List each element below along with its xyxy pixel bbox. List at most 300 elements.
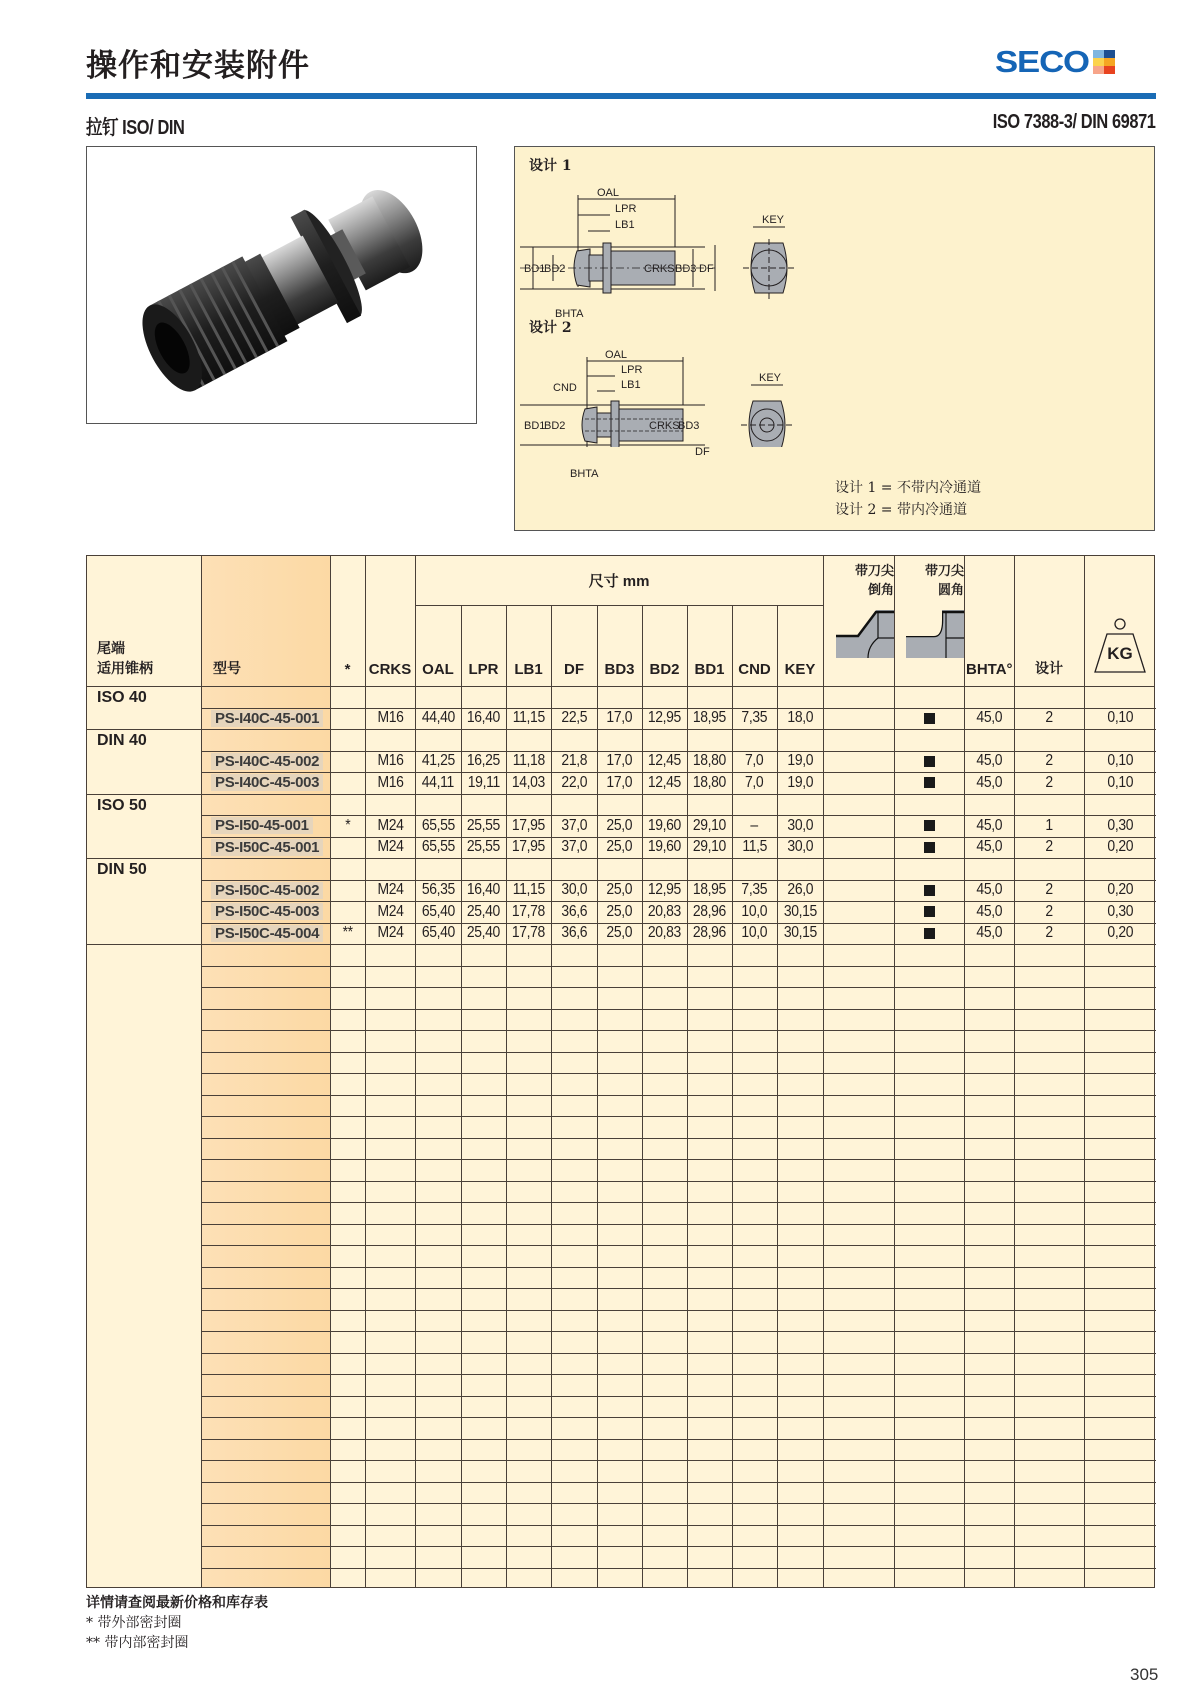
value-df: 22,5 bbox=[561, 709, 587, 727]
taper-group-label: DIN 50 bbox=[97, 861, 147, 878]
value-lb1: 11,15 bbox=[512, 709, 545, 727]
tip-radius-icon bbox=[906, 608, 964, 660]
empty-row-divider bbox=[201, 1353, 1156, 1354]
cell-design bbox=[1014, 880, 1084, 902]
cell-lb1 bbox=[506, 923, 551, 945]
svg-text:KEY: KEY bbox=[762, 214, 785, 226]
cell-kg bbox=[1084, 837, 1156, 859]
value-lpr: 16,40 bbox=[466, 881, 501, 899]
model-code[interactable]: PS-I50C-45-003 bbox=[211, 903, 323, 920]
cell-key bbox=[777, 751, 823, 773]
header-tip-radius-line2: 圆角 bbox=[937, 583, 964, 598]
empty-row-divider bbox=[201, 1439, 1156, 1440]
cell-bd3 bbox=[597, 901, 642, 923]
cell-bd1 bbox=[687, 708, 732, 730]
cell-key bbox=[777, 880, 823, 902]
cell-bd2 bbox=[642, 880, 687, 902]
header-bd1: BD1 bbox=[694, 661, 725, 678]
value-lb1: 11,18 bbox=[512, 752, 545, 770]
radius-available-marker-icon bbox=[924, 906, 935, 917]
svg-text:LB1: LB1 bbox=[621, 379, 641, 391]
taper-group-label: ISO 40 bbox=[97, 689, 147, 706]
value-bd1: 28,96 bbox=[692, 924, 727, 942]
cell-design bbox=[1014, 837, 1084, 859]
value-lpr: 25,55 bbox=[466, 816, 501, 834]
empty-row-divider bbox=[201, 1288, 1156, 1289]
cell-lpr bbox=[461, 880, 506, 902]
design-legend-2: 设计 2 = 带内冷通道 bbox=[835, 502, 967, 518]
header-cnd: CND bbox=[738, 661, 771, 678]
empty-row-divider bbox=[201, 1202, 1156, 1203]
taper-group-label: DIN 40 bbox=[97, 732, 147, 749]
cell-df bbox=[551, 815, 597, 837]
svg-text:BD1: BD1 bbox=[524, 420, 546, 432]
header-crks: CRKS bbox=[368, 661, 412, 678]
svg-text:OAL: OAL bbox=[605, 349, 628, 361]
footnote-internal-seal: ** 带内部密封圈 bbox=[86, 1635, 189, 1651]
value-crks: M24 bbox=[376, 881, 404, 899]
value-lb1: 17,78 bbox=[511, 902, 546, 920]
svg-text:DF: DF bbox=[695, 447, 710, 458]
svg-text:OAL: OAL bbox=[597, 187, 620, 199]
model-code[interactable]: PS-I40C-45-003 bbox=[211, 774, 323, 791]
value-crks: M24 bbox=[376, 838, 404, 856]
cell-lb1 bbox=[506, 837, 551, 859]
cell-lpr bbox=[461, 708, 506, 730]
value-lb1: 11,15 bbox=[512, 881, 545, 899]
cell-design bbox=[1014, 901, 1084, 923]
cell-lb1 bbox=[506, 772, 551, 794]
value-bhta: 45,0 bbox=[976, 838, 1002, 856]
value-lb1: 17,78 bbox=[511, 924, 546, 942]
svg-text:CRKS: CRKS bbox=[644, 263, 675, 275]
empty-row-divider bbox=[201, 1095, 1156, 1096]
cell-chamfer bbox=[823, 708, 894, 730]
value-key: 26,0 bbox=[787, 881, 813, 899]
value-bd2: 12,95 bbox=[647, 881, 682, 899]
header-model: 型号 bbox=[213, 661, 241, 677]
value-key: 30,0 bbox=[787, 816, 813, 834]
cell-crks bbox=[365, 901, 415, 923]
value-oal: 65,40 bbox=[421, 924, 455, 942]
value-bhta: 45,0 bbox=[976, 881, 1002, 899]
cell-design bbox=[1014, 815, 1084, 837]
cell-radius bbox=[894, 837, 964, 859]
design-1-title: 设计 1 bbox=[529, 158, 572, 174]
design-2-title: 设计 2 bbox=[529, 320, 572, 336]
cell-bhta bbox=[964, 815, 1014, 837]
header-df: DF bbox=[564, 661, 584, 678]
empty-row-divider bbox=[201, 1503, 1156, 1504]
cell-chamfer bbox=[823, 815, 894, 837]
cell-crks bbox=[365, 708, 415, 730]
model-code[interactable]: PS-I40C-45-002 bbox=[211, 753, 323, 770]
cell-crks bbox=[365, 880, 415, 902]
cell-lpr bbox=[461, 923, 506, 945]
empty-row-divider bbox=[201, 1138, 1156, 1139]
value-cnd: 7,35 bbox=[741, 881, 768, 899]
cell-kg bbox=[1084, 751, 1156, 773]
cell-bd3 bbox=[597, 772, 642, 794]
empty-row-divider bbox=[201, 1245, 1156, 1246]
cell-cnd bbox=[732, 751, 777, 773]
cell-radius bbox=[894, 815, 964, 837]
empty-row-divider bbox=[201, 1417, 1156, 1418]
value-bhta: 45,0 bbox=[976, 924, 1002, 942]
header-tip-radius bbox=[894, 556, 964, 686]
svg-text:CRKS: CRKS bbox=[649, 420, 680, 432]
svg-text:KEY: KEY bbox=[759, 372, 782, 384]
empty-row-divider bbox=[201, 1374, 1156, 1375]
dimension-diagram bbox=[514, 146, 1155, 531]
empty-row-divider bbox=[201, 1568, 1156, 1569]
cell-oal bbox=[415, 772, 461, 794]
value-key: 30,15 bbox=[783, 924, 817, 942]
value-design: 2 bbox=[1045, 709, 1053, 727]
value-bd1: 18,95 bbox=[692, 709, 727, 727]
cell-lpr bbox=[461, 751, 506, 773]
empty-row-divider bbox=[201, 987, 1156, 988]
radius-available-marker-icon bbox=[924, 885, 935, 896]
header-tip-chamfer bbox=[823, 556, 894, 686]
model-code[interactable]: PS-I50C-45-001 bbox=[211, 839, 323, 856]
value-bd3: 17,0 bbox=[606, 773, 633, 791]
cell-key bbox=[777, 837, 823, 859]
header-dimensions-group: 尺寸 mm bbox=[588, 573, 650, 590]
value-oal: 44,40 bbox=[421, 709, 455, 727]
svg-text:BHTA: BHTA bbox=[555, 308, 584, 320]
cell-bd2 bbox=[642, 708, 687, 730]
model-code[interactable]: PS-I50-45-001 bbox=[211, 817, 313, 834]
value-bd3: 25,0 bbox=[606, 924, 633, 942]
cell-bd1 bbox=[687, 815, 732, 837]
cell-cnd bbox=[732, 901, 777, 923]
model-code[interactable]: PS-I50C-45-004 bbox=[211, 925, 323, 942]
header-lpr: LPR bbox=[468, 661, 499, 678]
value-star: * bbox=[344, 816, 351, 834]
value-key: 30,15 bbox=[783, 902, 817, 920]
value-design: 2 bbox=[1045, 773, 1053, 791]
svg-text:BD2: BD2 bbox=[544, 263, 566, 275]
cell-design bbox=[1014, 772, 1084, 794]
logo-color-squares-icon bbox=[1093, 50, 1115, 74]
value-oal: 56,35 bbox=[421, 881, 455, 899]
cell-lpr bbox=[461, 837, 506, 859]
value-kg: 0,20 bbox=[1107, 881, 1133, 899]
model-code[interactable]: PS-I40C-45-001 bbox=[211, 710, 323, 727]
cell-star bbox=[330, 923, 365, 945]
cell-lb1 bbox=[506, 708, 551, 730]
empty-row-divider bbox=[201, 1030, 1156, 1031]
header-bhta: BHTA° bbox=[966, 661, 1013, 678]
empty-row-divider bbox=[201, 966, 1156, 967]
empty-row-divider bbox=[201, 1482, 1156, 1483]
value-oal: 44,11 bbox=[421, 773, 455, 791]
svg-text:BD1: BD1 bbox=[524, 263, 546, 275]
cell-kg bbox=[1084, 772, 1156, 794]
product-photo bbox=[86, 146, 477, 424]
cell-oal bbox=[415, 815, 461, 837]
cell-bd3 bbox=[597, 815, 642, 837]
value-cnd: – bbox=[750, 816, 759, 834]
header-lb1: LB1 bbox=[514, 661, 543, 678]
value-star: ** bbox=[342, 924, 353, 942]
cell-bd1 bbox=[687, 837, 732, 859]
svg-text:LPR: LPR bbox=[615, 203, 637, 215]
svg-text:BD3: BD3 bbox=[675, 263, 697, 275]
header-bd3: BD3 bbox=[604, 661, 635, 678]
cell-bd2 bbox=[642, 751, 687, 773]
value-crks: M16 bbox=[376, 773, 404, 791]
cell-bd2 bbox=[642, 772, 687, 794]
group-divider bbox=[87, 858, 1154, 859]
value-cnd: 7,35 bbox=[741, 709, 768, 727]
cell-df bbox=[551, 751, 597, 773]
value-lpr: 25,55 bbox=[466, 838, 501, 856]
cell-bd3 bbox=[597, 923, 642, 945]
empty-row-divider bbox=[201, 1116, 1156, 1117]
cell-bhta bbox=[964, 901, 1014, 923]
cell-kg bbox=[1084, 815, 1156, 837]
cell-oal bbox=[415, 923, 461, 945]
cell-bhta bbox=[964, 880, 1014, 902]
value-lb1: 17,95 bbox=[511, 838, 546, 856]
value-lpr: 25,40 bbox=[466, 924, 501, 942]
cell-lb1 bbox=[506, 880, 551, 902]
value-oal: 65,40 bbox=[421, 902, 455, 920]
svg-text:LPR: LPR bbox=[621, 364, 643, 376]
value-oal: 41,25 bbox=[421, 752, 455, 770]
value-bd3: 17,0 bbox=[606, 709, 633, 727]
cell-bd1 bbox=[687, 901, 732, 923]
value-bd1: 29,10 bbox=[692, 816, 727, 834]
cell-cnd bbox=[732, 815, 777, 837]
value-kg: 0,20 bbox=[1107, 838, 1133, 856]
cell-df bbox=[551, 901, 597, 923]
cell-bd2 bbox=[642, 837, 687, 859]
value-lb1: 14,03 bbox=[511, 773, 546, 791]
group-divider bbox=[87, 794, 1154, 795]
empty-row-divider bbox=[201, 1181, 1156, 1182]
cell-radius bbox=[894, 880, 964, 902]
header-taper bbox=[87, 556, 201, 686]
svg-text:BHTA: BHTA bbox=[570, 468, 599, 480]
cell-chamfer bbox=[823, 880, 894, 902]
cell-star bbox=[330, 837, 365, 859]
cell-lpr bbox=[461, 901, 506, 923]
empty-row-divider bbox=[201, 1052, 1156, 1053]
cell-star bbox=[330, 708, 365, 730]
cell-crks bbox=[365, 837, 415, 859]
weight-kg-label: KG bbox=[1107, 644, 1133, 663]
radius-available-marker-icon bbox=[924, 777, 935, 788]
header-design: 设计 bbox=[1035, 661, 1063, 677]
model-code[interactable]: PS-I50C-45-002 bbox=[211, 882, 323, 899]
header-bottom-rule bbox=[87, 686, 1154, 687]
cell-kg bbox=[1084, 880, 1156, 902]
value-bd3: 25,0 bbox=[606, 816, 633, 834]
value-bd2: 20,83 bbox=[647, 924, 682, 942]
cell-key bbox=[777, 772, 823, 794]
cell-bd1 bbox=[687, 772, 732, 794]
value-kg: 0,30 bbox=[1107, 816, 1133, 834]
header-oal: OAL bbox=[422, 661, 454, 678]
cell-design bbox=[1014, 923, 1084, 945]
value-lb1: 17,95 bbox=[511, 816, 546, 834]
value-key: 19,0 bbox=[787, 752, 813, 770]
cell-lb1 bbox=[506, 751, 551, 773]
header-tip-chamfer-line1: 带刀尖 bbox=[854, 564, 894, 579]
cell-star bbox=[330, 815, 365, 837]
empty-row-divider bbox=[201, 1159, 1156, 1160]
cell-bhta bbox=[964, 837, 1014, 859]
value-design: 1 bbox=[1045, 816, 1053, 834]
footnote-price-list: 详情请查阅最新价格和库存表 bbox=[86, 1595, 268, 1611]
value-kg: 0,10 bbox=[1107, 752, 1133, 770]
cell-df bbox=[551, 708, 597, 730]
cell-kg bbox=[1084, 901, 1156, 923]
value-oal: 65,55 bbox=[421, 816, 455, 834]
cell-lb1 bbox=[506, 815, 551, 837]
footnote-external-seal: * 带外部密封圈 bbox=[86, 1615, 182, 1631]
cell-design bbox=[1014, 708, 1084, 730]
svg-text:BD2: BD2 bbox=[544, 420, 566, 432]
cell-star bbox=[330, 772, 365, 794]
value-bd2: 19,60 bbox=[647, 816, 682, 834]
cell-radius bbox=[894, 708, 964, 730]
header-seal-marker: * bbox=[344, 661, 351, 678]
cell-cnd bbox=[732, 880, 777, 902]
radius-available-marker-icon bbox=[924, 713, 935, 724]
header-taper-line1: 尾端 bbox=[97, 641, 125, 657]
value-design: 2 bbox=[1045, 838, 1053, 856]
value-cnd: 10,0 bbox=[741, 902, 768, 920]
cell-bhta bbox=[964, 751, 1014, 773]
value-cnd: 10,0 bbox=[741, 924, 768, 942]
cell-bd2 bbox=[642, 923, 687, 945]
value-df: 21,8 bbox=[561, 752, 587, 770]
value-df: 37,0 bbox=[561, 838, 587, 856]
value-df: 30,0 bbox=[561, 881, 587, 899]
cell-bd3 bbox=[597, 880, 642, 902]
pull-stud-spec-table bbox=[86, 555, 1155, 1588]
cell-bd3 bbox=[597, 708, 642, 730]
cell-bd1 bbox=[687, 751, 732, 773]
cell-cnd bbox=[732, 837, 777, 859]
value-oal: 65,55 bbox=[421, 838, 455, 856]
empty-row-divider bbox=[201, 1460, 1156, 1461]
value-crks: M16 bbox=[376, 709, 404, 727]
empty-row-divider bbox=[201, 1009, 1156, 1010]
header-tip-chamfer-line2: 倒角 bbox=[867, 583, 894, 598]
value-key: 18,0 bbox=[787, 709, 813, 727]
value-df: 36,6 bbox=[561, 902, 587, 920]
value-design: 2 bbox=[1045, 752, 1053, 770]
cell-key bbox=[777, 901, 823, 923]
cell-oal bbox=[415, 880, 461, 902]
radius-available-marker-icon bbox=[924, 842, 935, 853]
value-bd1: 18,80 bbox=[692, 752, 727, 770]
value-bd1: 29,10 bbox=[692, 838, 727, 856]
cell-bd1 bbox=[687, 923, 732, 945]
cell-star bbox=[330, 880, 365, 902]
value-bd3: 25,0 bbox=[606, 881, 633, 899]
weight-kg-icon bbox=[1093, 616, 1147, 678]
value-key: 19,0 bbox=[787, 773, 813, 791]
value-bhta: 45,0 bbox=[976, 816, 1002, 834]
tip-chamfer-icon bbox=[836, 608, 894, 660]
value-design: 2 bbox=[1045, 924, 1053, 942]
empty-row-divider bbox=[201, 1525, 1156, 1526]
value-bhta: 45,0 bbox=[976, 773, 1002, 791]
value-cnd: 7,0 bbox=[745, 773, 764, 791]
cell-df bbox=[551, 880, 597, 902]
design-legend-1: 设计 1 = 不带内冷通道 bbox=[835, 480, 981, 496]
value-design: 2 bbox=[1045, 902, 1053, 920]
cell-cnd bbox=[732, 923, 777, 945]
empty-row-divider bbox=[201, 1073, 1156, 1074]
value-crks: M24 bbox=[376, 924, 404, 942]
value-kg: 0,30 bbox=[1107, 902, 1133, 920]
value-crks: M16 bbox=[376, 752, 404, 770]
cell-df bbox=[551, 772, 597, 794]
value-lpr: 25,40 bbox=[466, 902, 501, 920]
cell-bd2 bbox=[642, 901, 687, 923]
empty-row-divider bbox=[201, 1331, 1156, 1332]
value-bd2: 12,45 bbox=[647, 773, 682, 791]
design-2-lower-labels-icon bbox=[515, 447, 755, 487]
cell-radius bbox=[894, 901, 964, 923]
empty-row-divider bbox=[201, 1310, 1156, 1311]
empty-row-divider bbox=[201, 1546, 1156, 1547]
value-cnd: 7,0 bbox=[745, 752, 764, 770]
cell-df bbox=[551, 837, 597, 859]
header-divider bbox=[86, 93, 1156, 99]
cell-crks bbox=[365, 751, 415, 773]
pull-stud-photo-icon bbox=[87, 147, 475, 422]
cell-cnd bbox=[732, 772, 777, 794]
value-bhta: 45,0 bbox=[976, 709, 1002, 727]
pull-stud-technical-drawing-icon bbox=[515, 147, 1155, 447]
cell-key bbox=[777, 815, 823, 837]
cell-chamfer bbox=[823, 751, 894, 773]
empty-row-divider bbox=[201, 1224, 1156, 1225]
cell-bd3 bbox=[597, 751, 642, 773]
value-cnd: 11,5 bbox=[742, 838, 767, 856]
value-df: 22,0 bbox=[561, 773, 587, 791]
empty-row-divider bbox=[201, 1396, 1156, 1397]
svg-text:BD3: BD3 bbox=[678, 420, 700, 432]
cell-lpr bbox=[461, 772, 506, 794]
svg-text:DF: DF bbox=[699, 263, 714, 275]
section-subtitle: 拉钉 ISO/ DIN bbox=[86, 117, 185, 139]
cell-oal bbox=[415, 901, 461, 923]
brand-name: SECO bbox=[995, 44, 1089, 79]
cell-key bbox=[777, 708, 823, 730]
value-bd2: 20,83 bbox=[647, 902, 682, 920]
cell-bhta bbox=[964, 772, 1014, 794]
cell-oal bbox=[415, 708, 461, 730]
cell-radius bbox=[894, 923, 964, 945]
cell-chamfer bbox=[823, 772, 894, 794]
svg-text:LB1: LB1 bbox=[615, 219, 635, 231]
cell-key bbox=[777, 923, 823, 945]
cell-kg bbox=[1084, 708, 1156, 730]
cell-bd3 bbox=[597, 837, 642, 859]
cell-radius bbox=[894, 772, 964, 794]
value-bd3: 17,0 bbox=[606, 752, 633, 770]
value-df: 37,0 bbox=[561, 816, 587, 834]
